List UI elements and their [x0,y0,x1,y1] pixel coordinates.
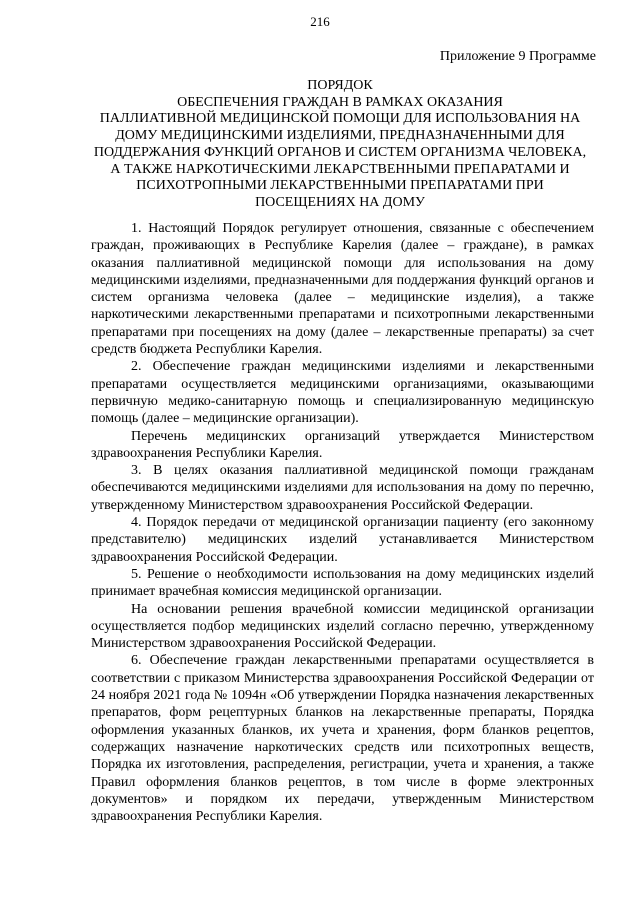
document-title [86,78,594,212]
page-number: 216 [310,14,330,29]
paragraph-5: 5. Решение о необходимости использования на дому медицинских изделий принимает врачебная комиссия медицинской организации. [91,566,594,600]
title-line: А ТАКЖЕ НАРКОТИЧЕСКИМИ ЛЕКАРСТВЕННЫМИ ПРЕПАРАТАМИ И [110,161,570,177]
title-line: ДОМУ МЕДИЦИНСКИМИ ИЗДЕЛИЯМИ, ПРЕДНАЗНАЧЕННЫМИ ДЛЯ [115,128,565,144]
title-line: ПАЛЛИАТИВНОЙ МЕДИЦИНСКОЙ ПОМОЩИ ДЛЯ ИСПОЛЬЗОВАНИЯ НА [99,111,581,127]
paragraph-6: 6. Обеспечение граждан лекарственными препаратами осуществляется в соответствии с приказом Министерства здравоохранения Российской Федерации от 24 ноября 2021 года № 1094н «Об утверждении Порядка назначения лекарственных препаратов, форм рецептурных бланков на лекарственные препараты, Порядка оформления указанных бланков, их учета и хранения, форм бланков рецептов, содержащих назначение наркотических средств или психотропных веществ, Порядка их изготовления, распределения, регистрации, учета и хранения, а также Правил оформления бланков рецептов, в том числе в форме электронных документов» и порядком их передачи, утвержденным Министерством здравоохранения Республики Карелия. [91,653,594,825]
title-line: ОБЕСПЕЧЕНИЯ ГРАЖДАН В РАМКАХ ОКАЗАНИЯ [177,94,503,110]
appendix-note: Приложение 9 Программе [439,49,596,64]
title-line: ПОРЯДОК [307,78,373,93]
document-body [91,220,594,825]
title-line: ПСИХОТРОПНЫМИ ЛЕКАРСТВЕННЫМИ ПРЕПАРАТАМИ ПРИ [136,178,544,194]
title-line: ПОСЕЩЕНИЯХ НА ДОМУ [255,194,425,210]
paragraph-3: 3. В целях оказания паллиативной медицинской помощи гражданам обеспечиваются медицинскими изделиями для использования на дому по перечню, утвержденному Министерством здравоохранения Российской Федерации. [91,463,594,513]
paragraph-2: 2. Обеспечение граждан медицинскими изделиями и лекарственными препаратами осуществляется медицинскими организациями, оказывающими первичную медико-санитарную помощь и специализированную медицинскую помощь (далее – медицинские организации). [91,359,594,427]
paragraph-4: 4. Порядок передачи от медицинской организации пациенту (его законному представителю) медицинских изделий устанавливается Министерством здравоохранения Российской Федерации. [91,515,594,565]
title-line: ПОДДЕРЖАНИЯ ФУНКЦИЙ ОРГАНОВ И СИСТЕМ ОРГАНИЗМА ЧЕЛОВЕКА, [93,144,587,160]
paragraph-1: 1. Настоящий Порядок регулирует отношения, связанные с обеспечением граждан, проживающих в Республике Карелия (далее – граждане), в рамках оказания паллиативной медицинской помощи для использования на дому медицинскими изделиями, предназначенными для поддержания функций органов и систем организма человека (далее – медицинские изделия), а также наркотическими лекарственными препаратами и психотропными лекарственными препаратами при посещениях на дому (далее – лекарственные препараты) за счет средств бюджета Республики Карелия. [91,221,594,358]
paragraph-5-selection: На основании решения врачебной комиссии медицинской организации осуществляется подбор медицинских изделий согласно перечню, утвержденному Министерством здравоохранения Российской Федерации. [91,601,594,652]
paragraph-2-list-approval: Перечень медицинских организаций утверждается Министерством здравоохранения Республики Карелия. [91,428,594,461]
